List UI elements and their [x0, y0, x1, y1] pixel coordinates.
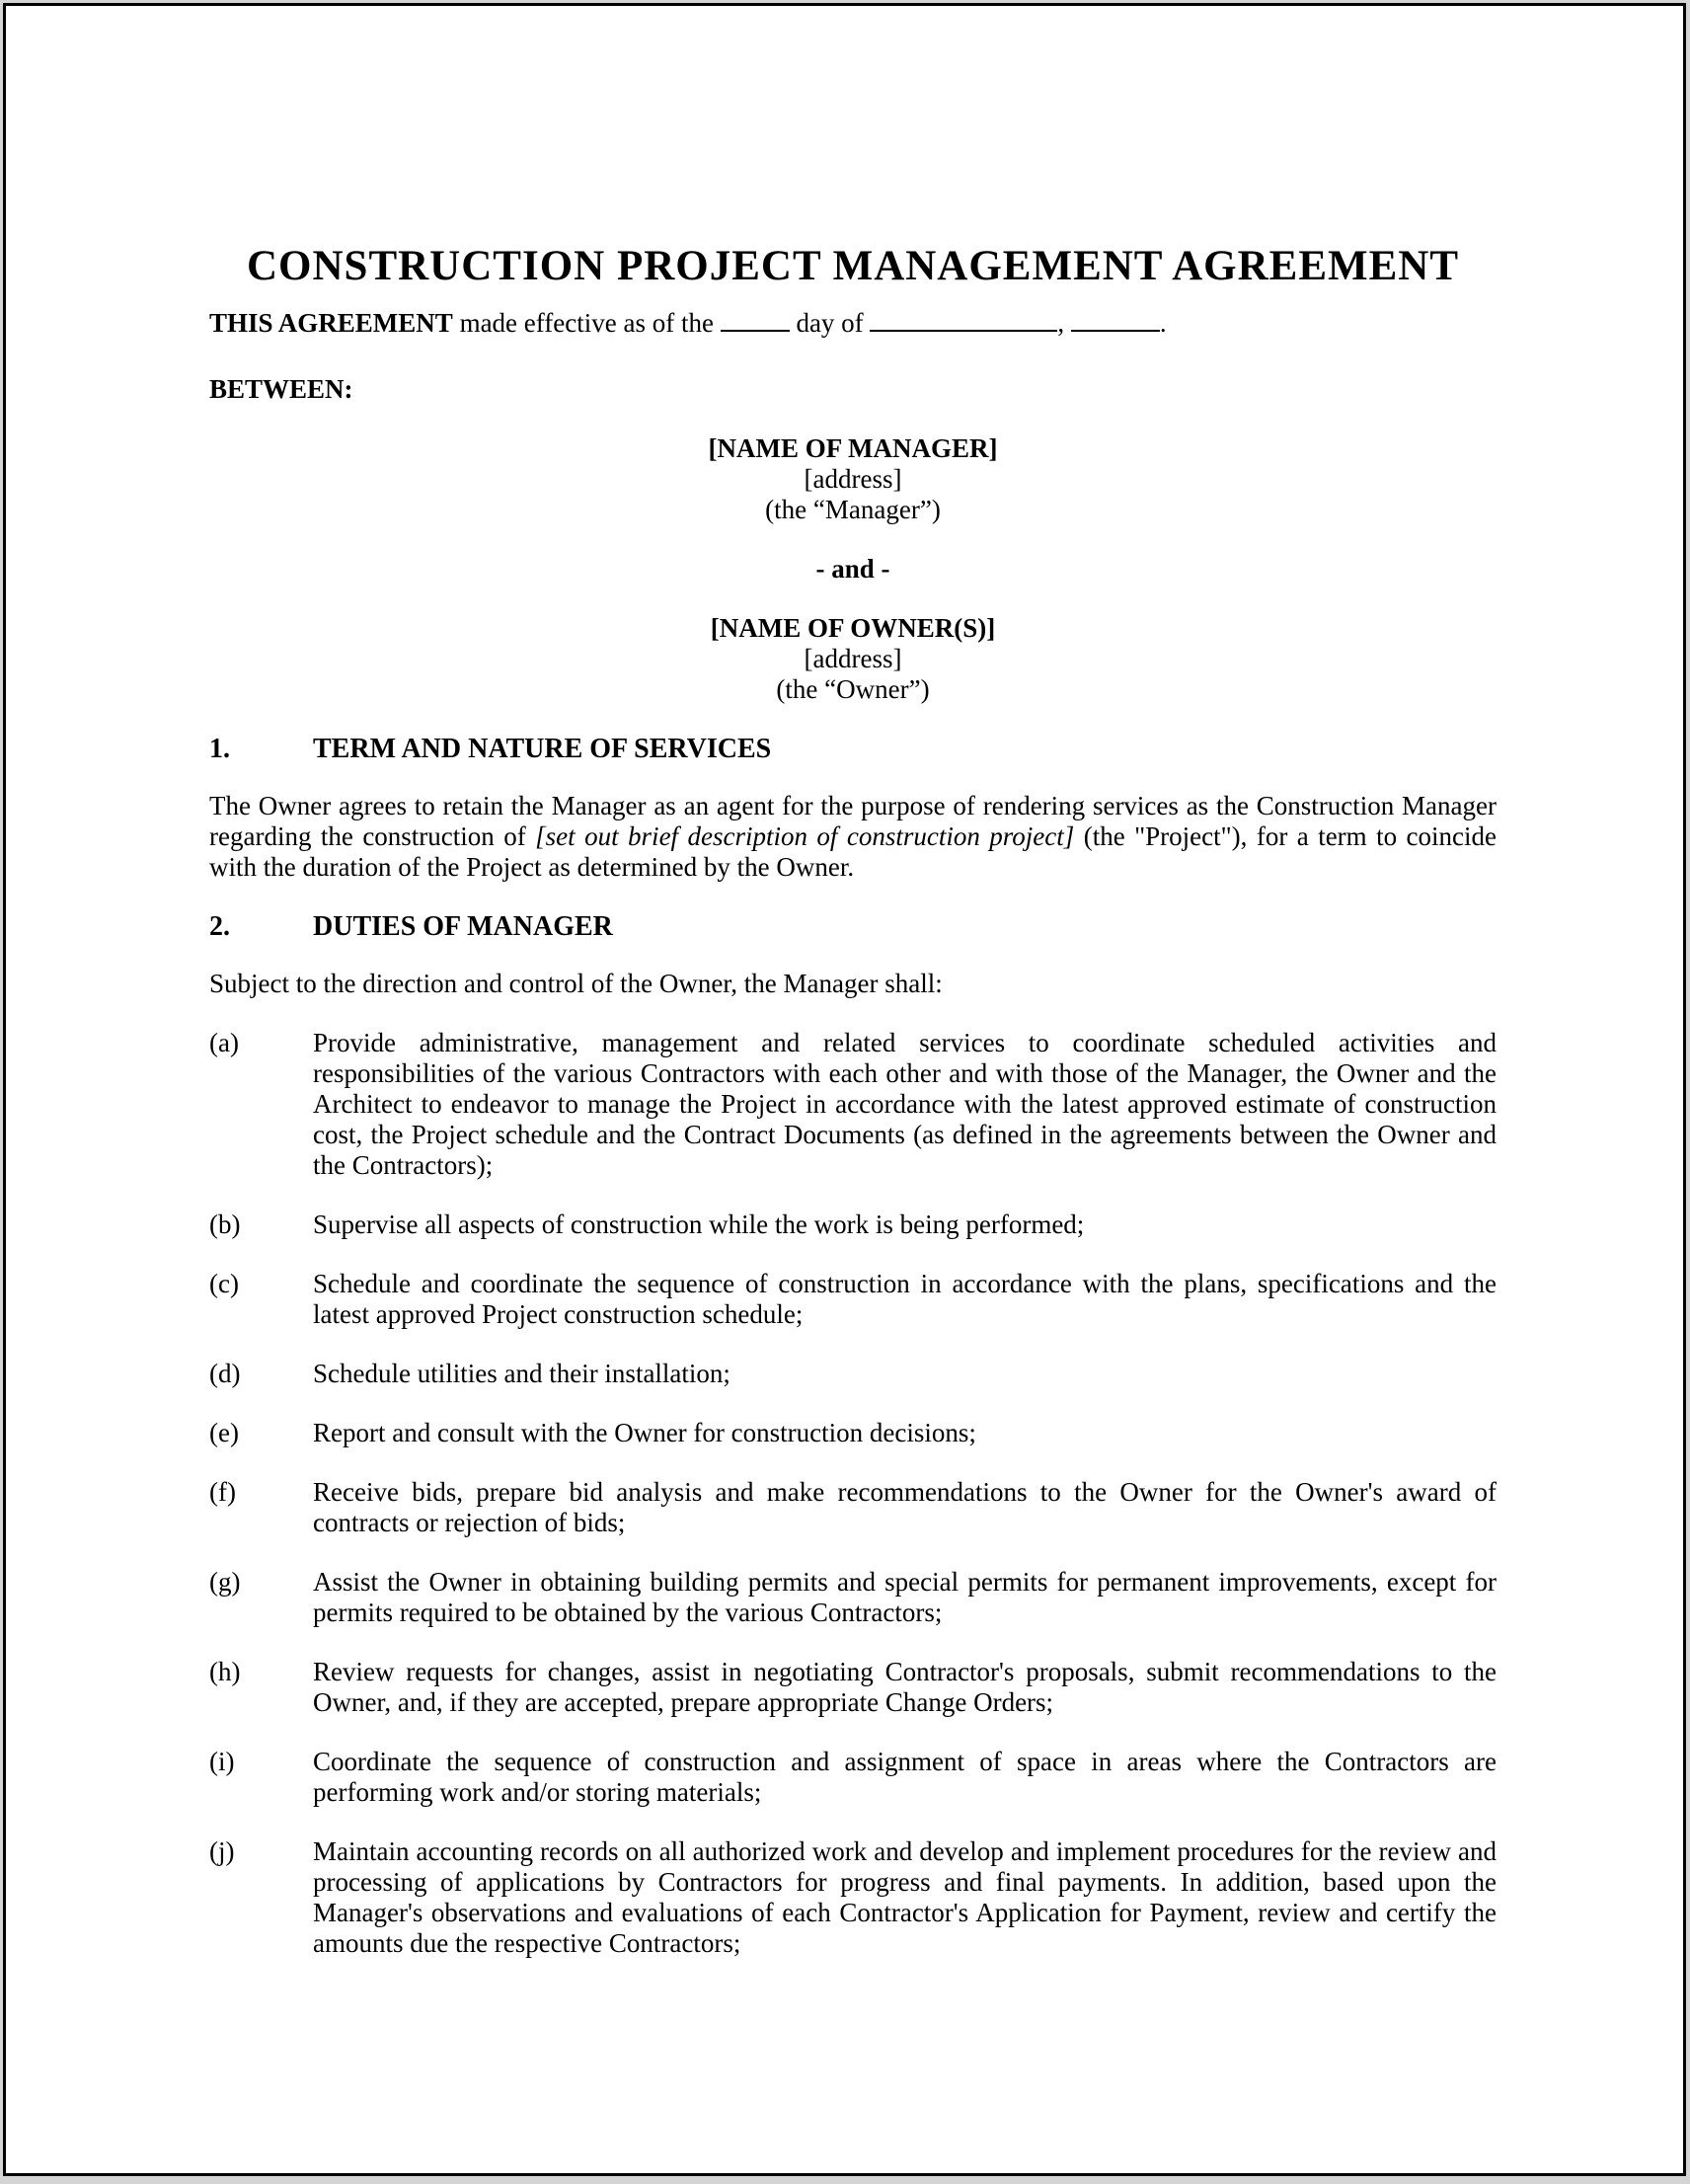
duty-item-c	[209, 1269, 1497, 1330]
duty-item-a-label: (a)	[209, 1028, 239, 1057]
blank-year-field	[1071, 328, 1160, 332]
section-1-heading-row	[209, 734, 1497, 764]
intro-seg2: day of	[796, 308, 864, 338]
duty-item-c-label: (c)	[209, 1269, 239, 1298]
blank-day-field	[721, 328, 790, 332]
duty-item-h-label: (h)	[209, 1657, 241, 1686]
duty-item-j-text: Maintain accounting records on all authorized work and develop and implement procedures for the review and processing of applications by Contractors for progress and final payments. In addition, based upon the Manager's observations and evaluations of each Contractor's Application for Payment, review and certify the amounts due the respective Contractors;	[313, 1836, 1497, 1958]
duty-item-h	[209, 1657, 1497, 1718]
party-owner	[209, 613, 1497, 705]
duty-item-f-text: Receive bids, prepare bid analysis and make recommendations to the Owner for the Owner's award of contracts or rejection of bids;	[313, 1477, 1497, 1537]
duty-item-f-label: (f)	[209, 1477, 236, 1507]
party-manager	[209, 433, 1497, 525]
party-owner-address: [address]	[804, 644, 902, 673]
duty-item-g	[209, 1567, 1497, 1628]
page-title: CONSTRUCTION PROJECT MANAGEMENT AGREEMENT	[246, 243, 1459, 289]
intro-seg3: ,	[1057, 308, 1065, 338]
duty-item-d-label: (d)	[209, 1359, 241, 1388]
duty-item-j-label: (j)	[209, 1836, 235, 1866]
duty-item-b	[209, 1209, 1497, 1240]
section-2-heading-row	[209, 911, 1497, 942]
duty-item-b-label: (b)	[209, 1209, 241, 1239]
section-1-paragraph-pre: The Owner agrees to retain the Manager as an agent for the purpose of rendering services as the Construction Manager regarding the construction of	[209, 791, 1497, 851]
intro-line	[209, 308, 1497, 339]
duty-item-a-text: Provide administrative, management and related services to coordinate scheduled activities and responsibilities of the various Contractors with each other and with those of the Manager, the Owner and the Architect to endeavor to manage the Project in accordance with the latest approved estimate of construction cost, the Project schedule and the Contract Documents (as defined in the agreements between the Owner and the Contractors);	[313, 1028, 1497, 1180]
duty-item-c-text: Schedule and coordinate the sequence of construction in accordance with the plans, specifications and the latest approved Project construction schedule;	[313, 1269, 1497, 1329]
duty-item-g-label: (g)	[209, 1567, 241, 1597]
blank-month-field	[870, 328, 1057, 332]
and-separator: - and -	[815, 554, 890, 584]
party-owner-name: [NAME OF OWNER(S)]	[710, 613, 996, 643]
section-2-number: 2.	[209, 911, 230, 942]
page-border	[3, 3, 1686, 2176]
party-owner-alias: (the “Owner”)	[776, 674, 930, 704]
section-1-paragraph-italic: [set out brief description of construction project]	[535, 821, 1075, 851]
duty-item-d	[209, 1359, 1497, 1389]
duty-item-f	[209, 1477, 1497, 1538]
section-1-number: 1.	[209, 734, 230, 764]
party-manager-address: [address]	[804, 464, 902, 494]
intro-seg1: made effective as of the	[459, 308, 714, 338]
duty-item-b-text: Supervise all aspects of construction while the work is being performed;	[313, 1209, 1085, 1239]
duty-item-e-label: (e)	[209, 1418, 239, 1447]
duty-item-h-text: Review requests for changes, assist in negotiating Contractor's proposals, submit recommendations to the Owner, and, if they are accepted, prepare appropriate Change Orders;	[313, 1657, 1497, 1717]
section-1-paragraph-post: (the "Project"), for a term to coincide with the duration of the Project as determined by the Owner.	[209, 821, 1498, 882]
duty-item-g-text: Assist the Owner in obtaining building permits and special permits for permanent improvements, except for permits required to be obtained by the various Contractors;	[313, 1567, 1497, 1627]
between-label: BETWEEN:	[209, 374, 353, 404]
duty-item-i-text: Coordinate the sequence of construction and assignment of space in areas where the Contractors are performing work and/or storing materials;	[313, 1747, 1497, 1807]
party-manager-name: [NAME OF MANAGER]	[708, 433, 998, 463]
section-2-lead: Subject to the direction and control of the Owner, the Manager shall:	[209, 969, 943, 998]
intro-lead-bold: THIS AGREEMENT	[209, 308, 453, 338]
duty-item-d-text: Schedule utilities and their installation;	[313, 1359, 730, 1388]
duty-item-i	[209, 1747, 1497, 1808]
duty-item-e-text: Report and consult with the Owner for construction decisions;	[313, 1418, 976, 1447]
duty-item-a	[209, 1028, 1497, 1181]
intro-seg4: .	[1159, 308, 1167, 338]
document-content	[209, 243, 1497, 1988]
section-1-heading: TERM AND NATURE OF SERVICES	[313, 734, 772, 764]
section-2-heading: DUTIES OF MANAGER	[313, 911, 613, 942]
duty-item-e	[209, 1418, 1497, 1448]
duty-item-j	[209, 1836, 1497, 1959]
party-manager-alias: (the “Manager”)	[765, 495, 941, 524]
section-1-paragraph	[209, 791, 1497, 883]
duty-item-i-label: (i)	[209, 1747, 235, 1776]
